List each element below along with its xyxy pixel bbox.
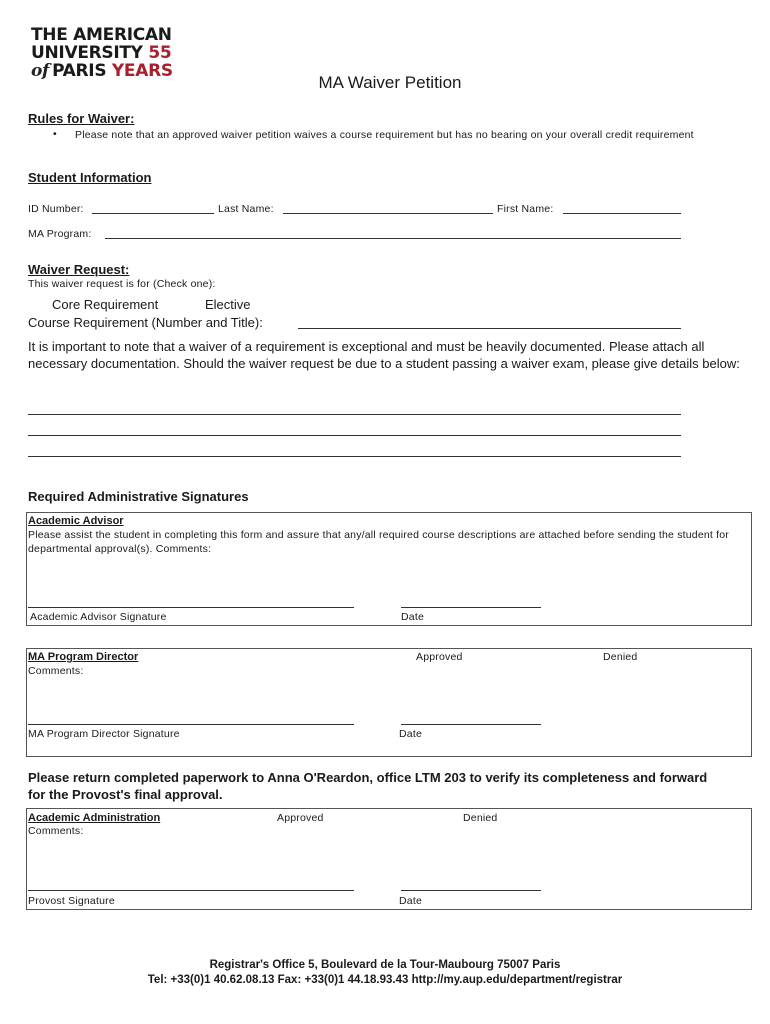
director-approved-option[interactable]: Approved (416, 651, 463, 663)
provost-signature-label: Provost Signature (28, 895, 115, 907)
details-line-2[interactable] (28, 435, 681, 436)
logo-line-2: UNIVERSITY 55 (31, 43, 172, 63)
id-number-label: ID Number: (28, 203, 84, 215)
program-director-label: MA Program Director (28, 651, 139, 663)
student-info-heading: Student Information (28, 170, 152, 185)
details-line-3[interactable] (28, 456, 681, 457)
rules-bullet-text: Please note that an approved waiver petition waives a course requirement but has no bearing on your overall credit requirement (75, 129, 694, 141)
administration-denied-option[interactable]: Denied (463, 812, 498, 824)
course-requirement-field[interactable] (298, 328, 681, 329)
first-name-field[interactable] (563, 213, 681, 214)
details-line-1[interactable] (28, 414, 681, 415)
footer-contact: Tel: +33(0)1 40.62.08.13 Fax: +33(0)1 44.18.93.43 http://my.aup.edu/department/registrar (147, 974, 623, 986)
footer-address: Registrar's Office 5, Boulevard de la Tour-Maubourg 75007 Paris (209, 959, 561, 971)
waiver-instruction: This waiver request is for (Check one): (28, 278, 216, 290)
program-director-box (26, 648, 752, 757)
advisor-date-field[interactable] (401, 607, 541, 608)
id-number-field[interactable] (92, 213, 214, 214)
rules-heading: Rules for Waiver: (28, 111, 135, 126)
administration-comments-label: Comments: (28, 825, 84, 837)
academic-advisor-text: Please assist the student in completing this form and assure that any/all required course descriptions are attached before sending the student for departmental approval(s). Comments: (28, 529, 730, 555)
logo-line-1: THE AMERICAN (31, 25, 172, 45)
director-date-field[interactable] (401, 724, 541, 725)
logo-line-3: of PARIS YEARS (31, 61, 173, 81)
advisor-signature-label: Academic Advisor Signature (30, 611, 167, 623)
director-comments-label: Comments: (28, 665, 84, 677)
administration-approved-option[interactable]: Approved (277, 812, 324, 824)
first-name-label: First Name: (497, 203, 554, 215)
ma-program-label: MA Program: (28, 228, 92, 240)
advisor-date-label: Date (401, 611, 424, 623)
director-date-label: Date (399, 728, 422, 740)
elective-option[interactable]: Elective (205, 297, 251, 312)
director-signature-label: MA Program Director Signature (28, 728, 180, 740)
academic-administration-label: Academic Administration (28, 812, 161, 824)
provost-signature-field[interactable] (28, 890, 354, 891)
admin-signatures-heading: Required Administrative Signatures (28, 489, 249, 504)
ma-program-field[interactable] (105, 238, 681, 239)
core-requirement-option[interactable]: Core Requirement (52, 297, 159, 312)
return-instructions: Please return completed paperwork to Anna O'Reardon, office LTM 203 to verify its completeness and forward for the Provost's final approval. (28, 770, 708, 802)
advisor-signature-field[interactable] (28, 607, 354, 608)
provost-date-label: Date (399, 895, 422, 907)
waiver-note: It is important to note that a waiver of a requirement is exceptional and must be heavily documented. Please attach all necessary documentation. Should the waiver request be due to a student passing a waiver exam, please give details below: (28, 339, 740, 371)
director-signature-field[interactable] (28, 724, 354, 725)
last-name-field[interactable] (283, 213, 493, 214)
academic-advisor-label: Academic Advisor (28, 515, 124, 527)
bullet-icon: • (53, 128, 57, 140)
last-name-label: Last Name: (218, 203, 274, 215)
course-requirement-label: Course Requirement (Number and Title): (28, 315, 263, 330)
director-denied-option[interactable]: Denied (603, 651, 638, 663)
university-logo (31, 25, 173, 81)
page-title: MA Waiver Petition (318, 73, 462, 92)
waiver-request-heading: Waiver Request: (28, 262, 130, 277)
provost-date-field[interactable] (401, 890, 541, 891)
